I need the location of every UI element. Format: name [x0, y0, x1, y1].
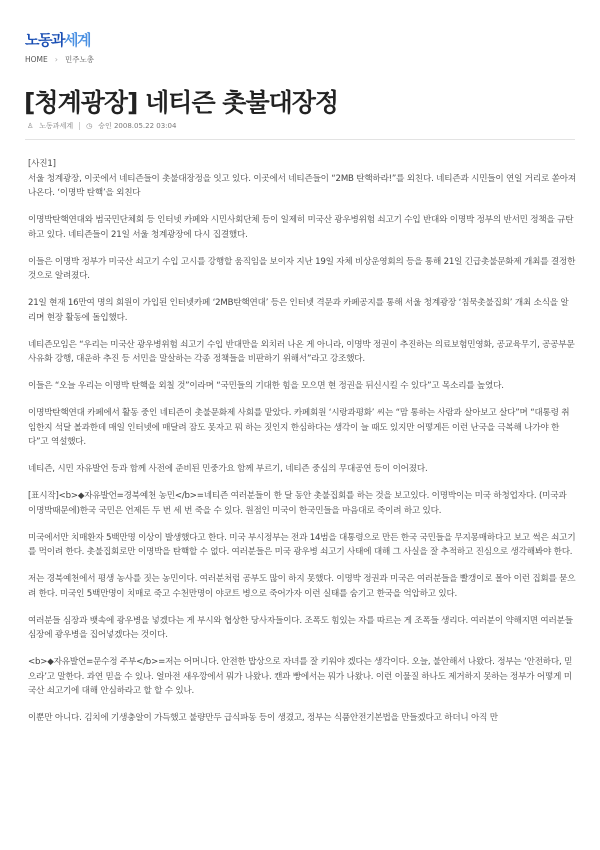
- article-paragraph: [표시작]<b>◆자유발언=경북예천 농민</b>=네티즌 여러분들이 한 달 동안 촛불집회를 하는 것을 보고있다. 이명박이는 미국 하청업자다. (미국과 이명박때문에)한국 국민은 언제든 두 번 세 번 죽을 수 있다. 원점인 미국이 한국민들을 마음대로 죽이려 하고 있다.: [28, 491, 567, 516]
- article-paragraph: 저는 경북예천에서 평생 농사를 짓는 농민이다. 여러분처럼 공부도 많이 하지 못했다. 이명박 정권과 미국은 여러분들을 빨갱이로 몰아 이런 집회를 묻으려 한다. 미국인 5백만명이 치매로 죽고 수천만명이 야코트 병으로 죽어가자 이런 실태를 숨기고 한국을 억압하고 있다.: [28, 574, 576, 599]
- article-paragraph: 여러분들 심장과 뱃속에 광우병을 넣겠다는 게 부시와 협상한 당사자들이다. 조폭도 힘있는 자를 따르는 게 조폭들 생리다. 여러분이 약해지면 여러분들 심장에 광우병을 집어넣겠다는 것이다.: [28, 615, 573, 640]
- article-author: 노동과세계: [39, 122, 74, 130]
- article-body: [28, 157, 576, 738]
- clock-icon: ◷: [86, 122, 93, 130]
- breadcrumb: [25, 54, 94, 65]
- article-paragraph: 미국에서만 치매환자 5백만명 이상이 발생했다고 한다. 미국 부시정부는 전과 14범을 대통령으로 만든 한국 국민들을 무지몽매하다고 보고 썩은 쇠고기를 먹이려 한다. 촛불집회로만 이명박을 탄핵할 수 없다. 여러분들은 미국 광우병 쇠고기 사태에 대해 그 사실을 잘 추적하고 진심으로 생각해봐야 한다.: [28, 532, 576, 557]
- article-paragraph: <b>◆자유발언=문수정 주부</b>=저는 어머니다. 안전한 밥상으로 자녀를 잘 키워야 겠다는 생각이다. 오늘, 불안해서 나왔다. 정부는 ‘안전하다, 믿으라’고 말한다. 과연 믿을 수 있나. 얼마전 새우깡에서 뭐가 나왔나. 캔과 빵에서는 뭐가 나왔나. 이런 이물질 하나도 제거하지 못하는 정부가 어떻게 미국산 쇠고기에 대해 안심하라고 할 할 수 있나.: [28, 657, 573, 696]
- logo-text-part1: 노동과: [25, 31, 64, 49]
- article-paragraph: 이들은 이명박 정부가 미국산 쇠고기 수입 고시를 강행할 움직임을 보이자 지난 19일 자체 비상운영회의 등을 통해 21일 긴급촛불문화제 개최를 결정한 것으로 알려졌다.: [28, 256, 576, 281]
- article-meta: [27, 121, 176, 131]
- article-paragraph: 이들은 “오늘 우리는 이명박 탄핵을 외칠 것”이라며 “국민들의 기대한 힘을 모으면 현 정권을 뒤신시킬 수 있다”고 목소리를 높였다.: [28, 381, 504, 391]
- article-paragraph: 네티즌모임은 “우리는 미국산 광우병위험 쇠고기 수입 반대만을 외치러 나온 게 아니라, 이명박 정권이 추진하는 의료보험민영화, 공교육무기, 공공부문 사유화 강행, 대운하 추진 등 서민을 말살하는 각종 정책들을 비판하기 위해서”라고 강조했다.: [28, 339, 575, 364]
- article-date: 승인 2008.05.22 03:04: [98, 122, 177, 130]
- breadcrumb-section-link[interactable]: 민주노총: [64, 55, 94, 64]
- logo-text-part2: 세계: [63, 31, 90, 49]
- header-divider: [25, 139, 575, 140]
- article-paragraph: 21일 현재 16만여 명의 회원이 가입된 인터넷카페 ‘2MB탄핵연대’ 등은 인터넷 격문과 카페공지를 통해 서울 청계광장 ‘침묵촛불집회’ 개최 소식을 알리며 현장 활동에 돌입했다.: [28, 298, 569, 323]
- article-paragraph: 이뿐만 아니다. 김치에 기생충알이 가득했고 불량만두 급식파동 등이 생겼고, 정부는 식품안전기본법을 만들겠다고 하더니 아직 만: [28, 713, 498, 723]
- article-paragraph: [사진1] 서울 청계광장, 이곳에서 네티즌들이 촛불대장정을 잇고 있다. 이곳에서 네티즌들이 “2MB 탄핵하라!”를 외친다. 네티즌과 시민들이 연일 거리로 쏟아져 나온다. ‘이명박 탄핵’을 외친다: [28, 159, 576, 198]
- chevron-right-icon: ›: [54, 55, 58, 64]
- meta-divider: [79, 122, 80, 130]
- article-paragraph: 이명박탄핵연대 카페에서 활동 중인 네티즌이 촛불문화제 사회를 맡았다. 카페회원 ‘시랑과평화’ 씨는 “맘 통하는 사람과 살아보고 살다”며 “대통령 취임한지 석달 볼과한데 매일 인터넷에 매달려 잠도 못자고 뭐 하는 짓인지 한심하다는 생각이 늘 때도 있지만 어떻게든 이런 난국을 극복해 나가야 한다”고 역설했다.: [28, 408, 570, 447]
- article-paragraph: 네티즌, 시민 자유발언 등과 함께 사전에 준비된 민중가요 함께 부르기, 네티즌 중심의 무대공연 등이 이어졌다.: [28, 464, 428, 474]
- breadcrumb-home-link[interactable]: HOME: [25, 55, 48, 64]
- author-icon: ♙: [27, 122, 34, 130]
- site-logo[interactable]: [25, 29, 90, 50]
- article-title: [청계광장] 네티즌 촛불대장정: [24, 88, 339, 117]
- article-paragraph: 이명박탄핵연대와 범국민단체회 등 인터넷 카페와 시민사회단체 등이 일제히 미국산 광우병위험 쇠고기 수입 반대와 이명박 정부의 반서민 정책을 규탄하고 있다. 네티즌들이 21일 서울 청계광장에 다시 집결했다.: [28, 215, 574, 240]
